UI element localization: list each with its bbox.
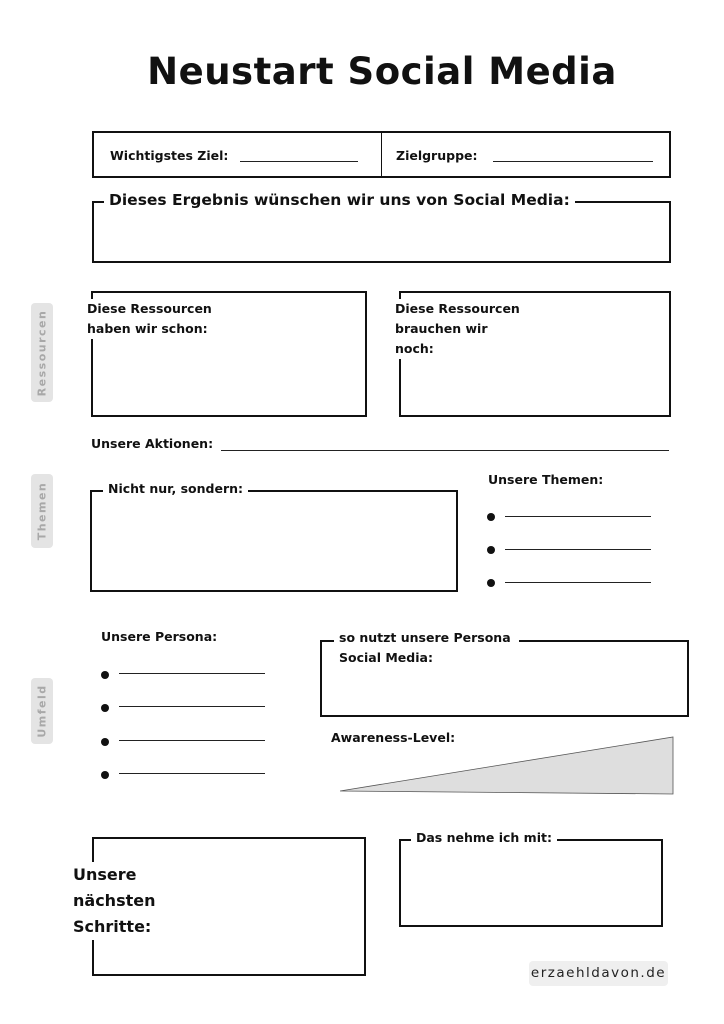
topic-input-line[interactable] xyxy=(505,549,651,550)
resources-tag-text: Ressourcen xyxy=(35,309,49,396)
takeaway-box[interactable] xyxy=(399,839,663,927)
resources-need-label: Diese Ressourcen brauchen wir noch: xyxy=(390,299,535,359)
persona-input-line[interactable] xyxy=(119,673,265,674)
topics-label: Unsere Themen: xyxy=(488,472,604,487)
target-group-label: Zielgruppe: xyxy=(396,148,478,163)
awareness-wedge xyxy=(340,736,675,796)
footer-site[interactable]: erzaehldavon.de xyxy=(530,965,667,981)
goal-row-divider xyxy=(381,131,382,178)
actions-label: Unsere Aktionen: xyxy=(91,436,214,451)
topic-bullet xyxy=(487,513,495,521)
persona-bullet xyxy=(101,671,109,679)
result-box[interactable] xyxy=(92,201,671,263)
persona-bullet xyxy=(101,704,109,712)
topic-bullet xyxy=(487,546,495,554)
topic-input-line[interactable] xyxy=(505,516,651,517)
themes-tag-text: Themen xyxy=(35,481,49,541)
next-steps-line-2: nächsten xyxy=(73,891,156,910)
takeaway-label: Das nehme ich mit: xyxy=(411,830,557,845)
goal-label: Wichtigstes Ziel: xyxy=(110,148,229,163)
resources-have-label: Diese Ressourcen haben wir schon: xyxy=(82,299,217,339)
page-title: Neustart Social Media xyxy=(147,50,617,93)
not-only-label: Nicht nur, sondern: xyxy=(103,481,248,496)
topic-input-line[interactable] xyxy=(505,582,651,583)
awareness-wedge-shape xyxy=(340,737,673,794)
persona-usage-label: so nutzt unsere Persona Social Media: xyxy=(334,628,519,668)
persona-input-line[interactable] xyxy=(119,706,265,707)
awareness-label: Awareness-Level: xyxy=(331,730,456,745)
next-steps-heading xyxy=(68,862,160,940)
result-label: Dieses Ergebnis wünschen wir uns von Social Media: xyxy=(104,191,575,209)
next-steps-line-3: Schritte: xyxy=(73,917,152,936)
persona-input-line[interactable] xyxy=(119,740,265,741)
themes-side-tag xyxy=(31,474,53,548)
environment-side-tag xyxy=(31,678,53,744)
persona-label: Unsere Persona: xyxy=(101,629,218,644)
target-group-input-line[interactable] xyxy=(493,161,653,162)
persona-bullet xyxy=(101,771,109,779)
not-only-box[interactable] xyxy=(90,490,458,592)
environment-tag-text: Umfeld xyxy=(35,684,49,738)
topic-bullet xyxy=(487,579,495,587)
actions-input-line[interactable] xyxy=(221,450,669,451)
persona-bullet xyxy=(101,738,109,746)
resources-side-tag xyxy=(31,303,53,402)
goal-input-line[interactable] xyxy=(240,161,358,162)
persona-input-line[interactable] xyxy=(119,773,265,774)
next-steps-line-1: Unsere xyxy=(73,865,137,884)
